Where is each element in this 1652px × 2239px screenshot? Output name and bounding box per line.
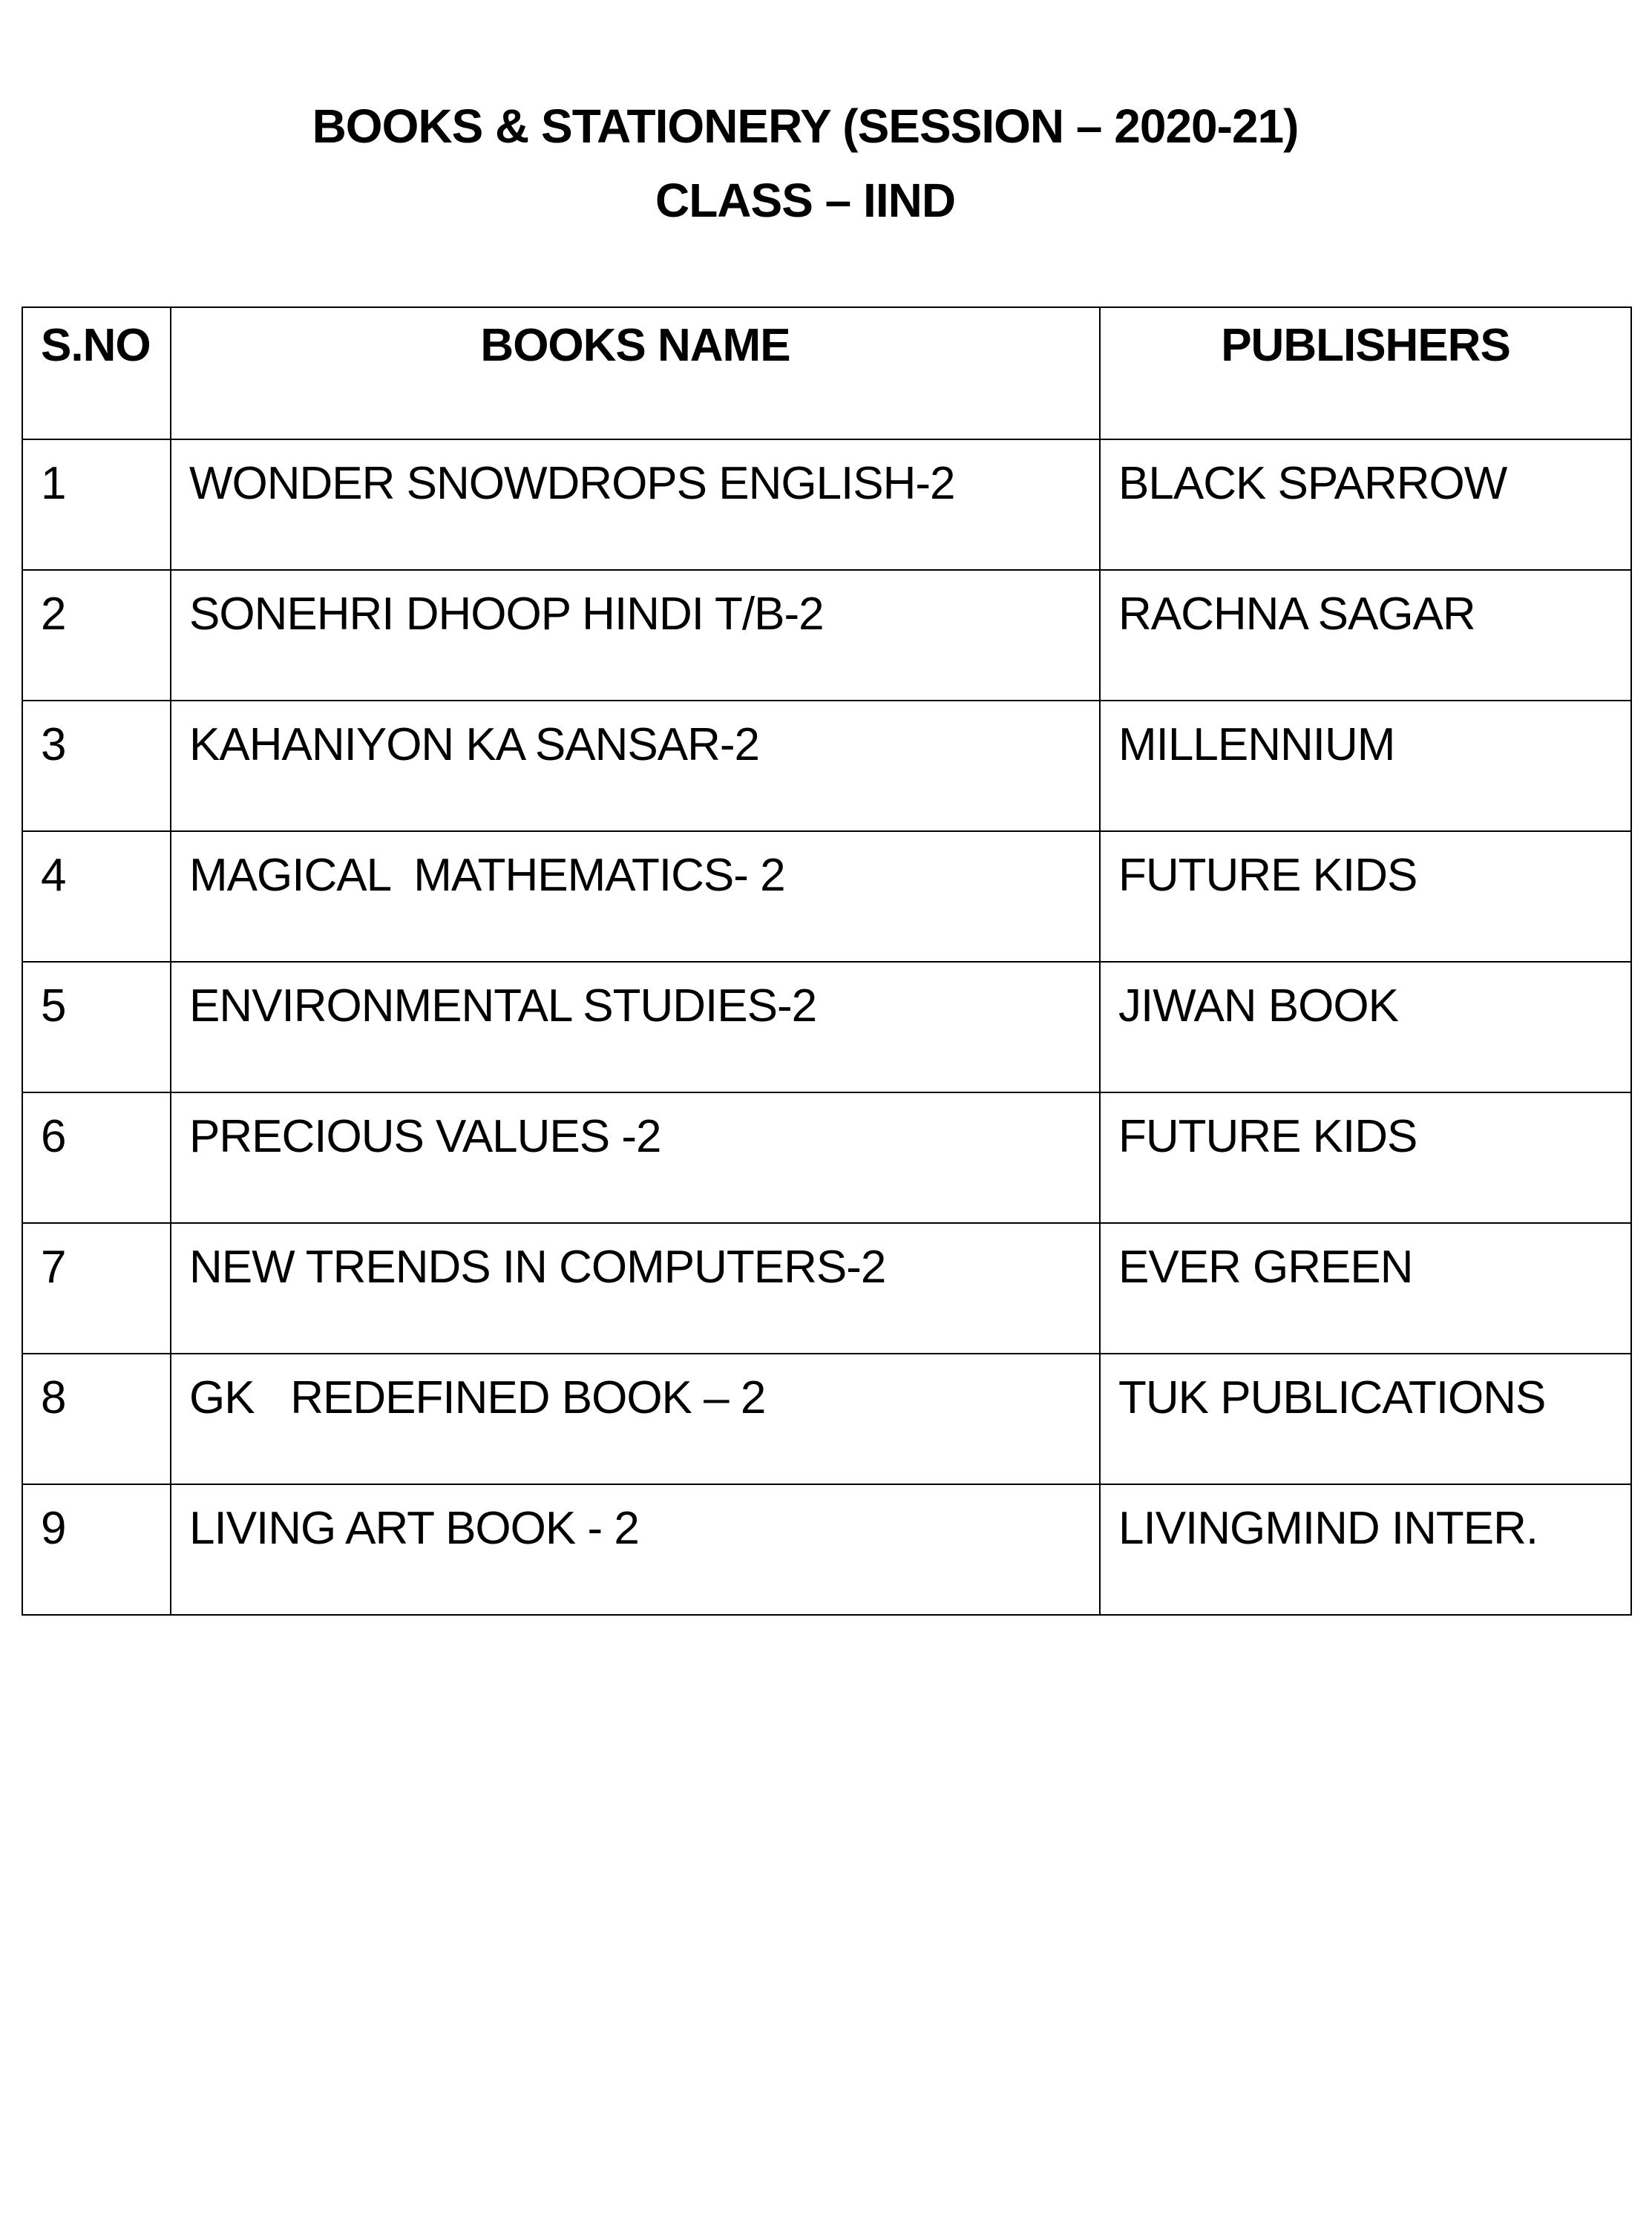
cell-publisher: MILLENNIUM [1100, 701, 1631, 831]
cell-sno: 9 [22, 1484, 171, 1615]
cell-publisher: JIWAN BOOK [1100, 962, 1631, 1092]
table-row [22, 831, 1631, 962]
header-sno: S.NO [22, 307, 171, 439]
cell-book-name: ENVIRONMENTAL STUDIES-2 [171, 962, 1100, 1092]
table-row [22, 1484, 1631, 1615]
cell-sno: 2 [22, 570, 171, 701]
table-row [22, 962, 1631, 1092]
cell-book-name: PRECIOUS VALUES -2 [171, 1092, 1100, 1223]
cell-book-name: SONEHRI DHOOP HINDI T/B-2 [171, 570, 1100, 701]
cell-sno: 3 [22, 701, 171, 831]
header-books-name: BOOKS NAME [171, 307, 1100, 439]
cell-sno: 8 [22, 1354, 171, 1484]
cell-book-name: NEW TRENDS IN COMPUTERS-2 [171, 1223, 1100, 1354]
table-row [22, 439, 1631, 570]
table-row [22, 1223, 1631, 1354]
cell-publisher: FUTURE KIDS [1100, 1092, 1631, 1223]
cell-sno: 5 [22, 962, 171, 1092]
cell-book-name: MAGICAL MATHEMATICS- 2 [171, 831, 1100, 962]
cell-book-name: LIVING ART BOOK - 2 [171, 1484, 1100, 1615]
books-table [22, 306, 1632, 1616]
document-subtitle: CLASS – IIND [655, 174, 956, 227]
cell-publisher: LIVINGMIND INTER. [1100, 1484, 1631, 1615]
cell-book-name: WONDER SNOWDROPS ENGLISH-2 [171, 439, 1100, 570]
cell-sno: 4 [22, 831, 171, 962]
cell-sno: 6 [22, 1092, 171, 1223]
cell-book-name: KAHANIYON KA SANSAR-2 [171, 701, 1100, 831]
table-row [22, 570, 1631, 701]
cell-book-name: GK REDEFINED BOOK – 2 [171, 1354, 1100, 1484]
cell-publisher: FUTURE KIDS [1100, 831, 1631, 962]
document-title: BOOKS & STATIONERY (SESSION – 2020-21) [312, 99, 1299, 153]
table-row [22, 1092, 1631, 1223]
cell-publisher: RACHNA SAGAR [1100, 570, 1631, 701]
cell-publisher: EVER GREEN [1100, 1223, 1631, 1354]
cell-publisher: BLACK SPARROW [1100, 439, 1631, 570]
table-header-row [22, 307, 1631, 439]
cell-sno: 1 [22, 439, 171, 570]
table-row [22, 1354, 1631, 1484]
header-publishers: PUBLISHERS [1100, 307, 1631, 439]
cell-publisher: TUK PUBLICATIONS [1100, 1354, 1631, 1484]
table-row [22, 701, 1631, 831]
cell-sno: 7 [22, 1223, 171, 1354]
